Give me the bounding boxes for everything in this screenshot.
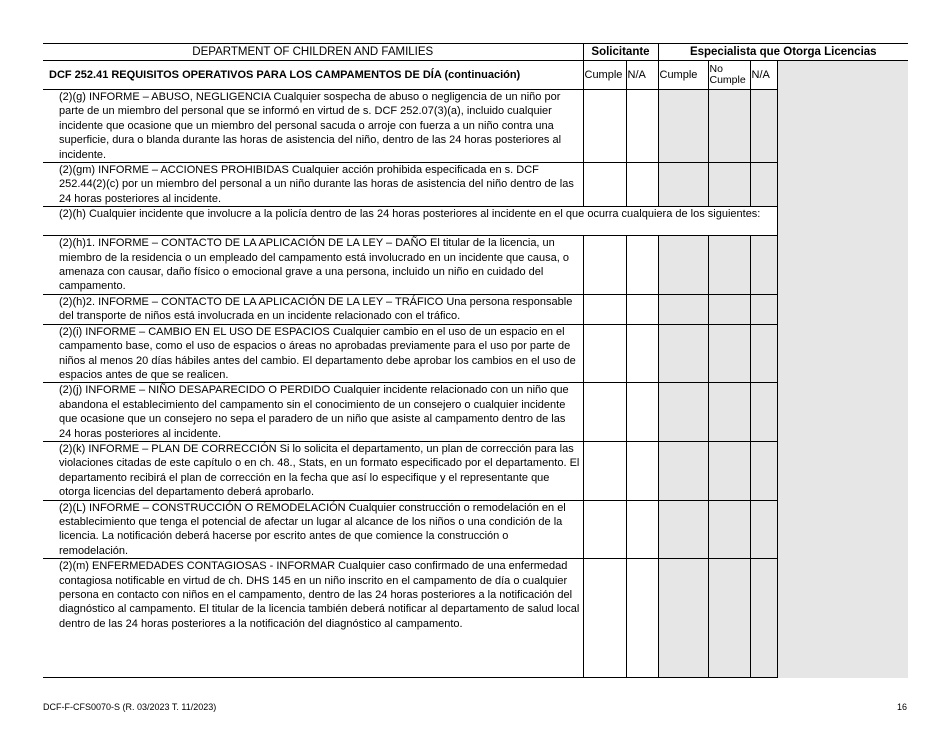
shaded-margin — [777, 61, 908, 678]
check-especialista-na[interactable] — [750, 441, 777, 500]
check-especialista-na[interactable] — [750, 90, 777, 163]
check-solicitante-na[interactable] — [626, 294, 658, 324]
check-especialista-na[interactable] — [750, 559, 777, 678]
check-especialista-cumple[interactable] — [658, 294, 708, 324]
page-number: 16 — [896, 702, 907, 712]
check-especialista-cumple[interactable] — [658, 500, 708, 559]
check-solicitante-na[interactable] — [626, 163, 658, 207]
check-solicitante-na[interactable] — [626, 383, 658, 442]
check-solicitante-na[interactable] — [626, 236, 658, 295]
check-especialista-cumple[interactable] — [658, 236, 708, 295]
especialista-header: Especialista que Otorga Licencias — [658, 44, 908, 61]
check-solicitante-cumple[interactable] — [583, 294, 626, 324]
solicitante-header: Solicitante — [583, 44, 658, 61]
req-2g: (2)(g) INFORME – ABUSO, NEGLIGENCIA Cualquier sospecha de abuso o negligencia de un niño por parte de un miembro del personal que se informó en virtud de s. DCF 252.07(3)(a), incluido cualquier incidente que ocasione que un miembro del personal sacuda o arroje con fuerza a un niño contra una superficie, dura o blanda durante las horas de asistencia del niño, dentro de las 24 horas posteriores al incidente. — [43, 90, 583, 163]
check-especialista-na[interactable] — [750, 163, 777, 207]
check-especialista-no-cumple[interactable] — [708, 500, 750, 559]
check-especialista-no-cumple[interactable] — [708, 559, 750, 678]
check-solicitante-cumple[interactable] — [583, 441, 626, 500]
check-especialista-no-cumple[interactable] — [708, 236, 750, 295]
requirements-form — [43, 43, 908, 678]
req-2j: (2)(j) INFORME – NIÑO DESAPARECIDO O PERDIDO Cualquier incidente relacionado con un niño que abandona el establecimiento del campamento sin el conocimiento de un consejero o cualquier incidente que ocasione que un consejero no sepa el paradero de un niño que asiste al campamento dentro de las 24 horas posteriores al incidente. — [43, 383, 583, 442]
check-solicitante-na[interactable] — [626, 500, 658, 559]
req-2h-intro: (2)(h) Cualquier incidente que involucre a la policía dentro de las 24 horas posteriores al incidente en el que ocurra cualquiera de los siguientes: — [43, 207, 777, 236]
check-solicitante-na[interactable] — [626, 441, 658, 500]
check-especialista-cumple[interactable] — [658, 324, 708, 383]
req-2k: (2)(k) INFORME – PLAN DE CORRECCIÓN Si lo solicita el departamento, un plan de corrección para las violaciones citadas de este capítulo o en ch. 48., Stats, en un formato especificado por el departamento. El departamento recibirá el plan de corrección en la fecha que así lo especifique y el representante que otorga licencias del departamento deberá aprobarlo. — [43, 441, 583, 500]
section-title: DCF 252.41 REQUISITOS OPERATIVOS PARA LOS CAMPAMENTOS DE DÍA (continuación) — [43, 61, 583, 90]
req-2h1: (2)(h)1. INFORME – CONTACTO DE LA APLICACIÓN DE LA LEY – DAÑO El titular de la licencia, un miembro de la residencia o un empleado del campamento está involucrado en un incidente que causa, o amenaza con causar, daño físico o emocional grave a una persona, incluido un niño en cuidado del campamento. — [43, 236, 583, 295]
check-solicitante-cumple[interactable] — [583, 559, 626, 678]
check-solicitante-na[interactable] — [626, 90, 658, 163]
col-esp-na: N/A — [750, 61, 777, 90]
check-especialista-na[interactable] — [750, 236, 777, 295]
check-especialista-no-cumple[interactable] — [708, 324, 750, 383]
check-solicitante-na[interactable] — [626, 559, 658, 678]
check-especialista-cumple[interactable] — [658, 90, 708, 163]
check-especialista-no-cumple[interactable] — [708, 90, 750, 163]
check-especialista-no-cumple[interactable] — [708, 294, 750, 324]
check-especialista-na[interactable] — [750, 383, 777, 442]
check-solicitante-cumple[interactable] — [583, 236, 626, 295]
col-no-cumple: No Cumple — [708, 61, 750, 90]
check-especialista-no-cumple[interactable] — [708, 441, 750, 500]
check-especialista-no-cumple[interactable] — [708, 163, 750, 207]
col-esp-cumple: Cumple — [658, 61, 708, 90]
department-name: DEPARTMENT OF CHILDREN AND FAMILIES — [43, 44, 583, 61]
check-solicitante-cumple[interactable] — [583, 383, 626, 442]
req-2h2: (2)(h)2. INFORME – CONTACTO DE LA APLICACIÓN DE LA LEY – TRÁFICO Una persona responsable del transporte de niños está involucrada en un incidente relacionado con el tráfico. — [43, 294, 583, 324]
check-solicitante-cumple[interactable] — [583, 324, 626, 383]
col-na: N/A — [626, 61, 658, 90]
check-especialista-cumple[interactable] — [658, 163, 708, 207]
req-2i: (2)(i) INFORME – CAMBIO EN EL USO DE ESPACIOS Cualquier cambio en el uso de un espacio en el campamento base, como el uso de espacios o áreas no aprobadas previamente para el uso por parte de niños al menos 20 días hábiles antes del cambio. El departamento debe aprobar los cambios en el uso de espacios antes de que se realicen. — [43, 324, 583, 383]
form-id: DCF-F-CFS0070-S (R. 03/2023 T. 11/2023) — [43, 702, 217, 712]
check-solicitante-cumple[interactable] — [583, 90, 626, 163]
check-especialista-no-cumple[interactable] — [708, 383, 750, 442]
check-especialista-cumple[interactable] — [658, 441, 708, 500]
requirements-table — [43, 43, 908, 678]
check-especialista-na[interactable] — [750, 500, 777, 559]
check-solicitante-na[interactable] — [626, 324, 658, 383]
col-cumple: Cumple — [583, 61, 626, 90]
check-especialista-na[interactable] — [750, 324, 777, 383]
req-2l: (2)(L) INFORME – CONSTRUCCIÓN O REMODELACIÓN Cualquier construcción o remodelación en el establecimiento que tenga el potencial de afectar un lugar al alcance de los niños o una condición de la licencia. La notificación deberá hacerse por escrito antes de que comience la construcción o remodelación. — [43, 500, 583, 559]
check-especialista-na[interactable] — [750, 294, 777, 324]
check-especialista-cumple[interactable] — [658, 559, 708, 678]
req-2m: (2)(m) ENFERMEDADES CONTAGIOSAS - INFORMAR Cualquier caso confirmado de una enfermedad contagiosa notificable en virtud de ch. DHS 145 en un niño inscrito en el campamento de día o cualquier persona en contacto con niños en el campamento, dentro de las 24 horas posteriores a la notificación del diagnóstico al campamento. El titular de la licencia también deberá notificar al departamento de salud local dentro de las 24 horas posteriores a la notificación del diagnóstico al campamento. — [43, 559, 583, 678]
check-solicitante-cumple[interactable] — [583, 500, 626, 559]
req-2gm: (2)(gm) INFORME – ACCIONES PROHIBIDAS Cualquier acción prohibida especificada en s. DCF 252.44(2)(c) por un miembro del personal a un niño durante las horas de asistencia del niño dentro de las 24 horas posteriores al incidente. — [43, 163, 583, 207]
check-especialista-cumple[interactable] — [658, 383, 708, 442]
check-solicitante-cumple[interactable] — [583, 163, 626, 207]
